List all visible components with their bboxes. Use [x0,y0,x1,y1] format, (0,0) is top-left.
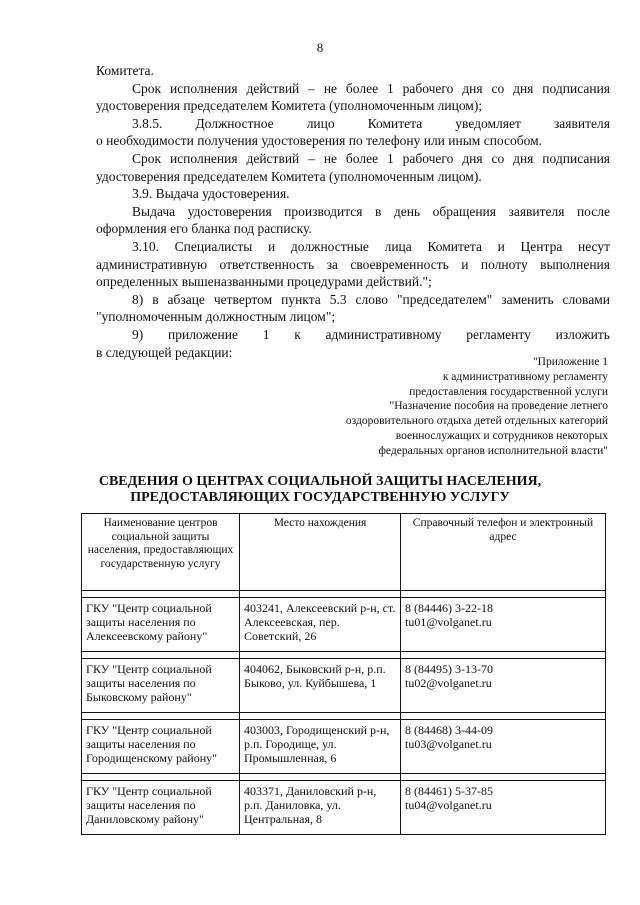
header-address: Место нахождения [240,514,401,591]
word: 3.8.5. [132,115,163,131]
header-contacts: Справочный телефон и электронный адрес [401,514,606,591]
word: 1 [262,326,270,342]
heading-line: СВЕДЕНИЯ О ЦЕНТРАХ СОЦИАЛЬНОЙ ЗАЩИТЫ НАСЕЛЕНИЯ, [98,474,542,489]
word: Должностное [195,115,274,131]
paragraph-deadline-2: Срок исполнения действий – не более 1 рабочего дня со дня подписания [132,150,610,166]
paragraph-3-10: 3.10. Специалисты и должностные лица Комитета и Центра несут [132,238,610,254]
paragraph-3-10-cont: административную ответственность за своевременность и полноту выполнения [96,256,610,272]
appendix-line: оздоровительного отдыха детей отдельных категорий [345,415,608,428]
center-phone: 8 (84446) 3-22-18 [405,601,493,615]
appendix-line: "Приложение 1 [532,356,608,368]
center-contacts [401,720,606,774]
word: 9) [132,326,144,342]
header-name: Наименование центров социальной защиты населения, предоставляющих государственную услугу [82,514,240,591]
paragraph-9-cont: в следующей редакции: [96,344,233,360]
center-email: tu03@volganet.ru [405,737,492,752]
word: заявителя [553,115,610,131]
center-name: ГКУ "Центр социальной защиты населения по Алексеевскому району" [82,598,240,652]
paragraph-deadline-1-cont: удостоверения председателем Комитета (уполномоченным лицом); [96,98,483,114]
center-email: tu04@volganet.ru [405,798,492,813]
table-header-row [82,514,606,591]
centers-table [81,513,606,835]
page-number: 8 [316,40,324,55]
table-gap [82,713,606,720]
table-row [82,720,606,774]
center-contacts [401,781,606,835]
word: Комитета [367,115,423,131]
paragraph-3-8-5 [96,115,610,133]
table-gap [82,591,606,598]
word: лицо [306,115,335,131]
center-name: ГКУ "Центр социальной защиты населения по Быковскому району" [82,659,240,713]
paragraph-3-10-end: определенных вышеназванными процедурами действий."; [96,274,432,290]
center-phone: 8 (84495) 3-13-70 [405,662,493,676]
table-row [82,781,606,835]
appendix-line: к административному регламенту [442,370,608,383]
center-contacts [401,659,606,713]
body-text [96,62,610,361]
table-gap [82,652,606,659]
appendix-block [288,355,608,459]
paragraph-3-9: 3.9. Выдача удостоверения. [132,186,290,202]
appendix-line: "Назначение пособия на проведение летнего [389,400,608,413]
center-email: tu01@volganet.ru [405,615,492,630]
paragraph-8: 8) в абзаце четвертом пункта 5.3 слово "председателем" заменить словами [132,291,610,307]
table-row [82,659,606,713]
word: административному [325,326,442,342]
paragraph-issue-cont: оформления его бланка под расписку. [96,221,312,237]
center-email: tu02@volganet.ru [405,676,492,691]
table-heading [0,474,640,506]
center-address: 403371, Даниловский р-н, р.п. Даниловка, ул. Центральная, 8 [240,781,401,835]
center-address: 403003, Городищенский р-н, р.п. Городище, ул. Промышленная, 6 [240,720,401,774]
center-name: ГКУ "Центр социальной защиты населения по Городищенскому району" [82,720,240,774]
table-gap [82,774,606,781]
paragraph-9 [96,326,610,344]
paragraph-3-8-5-cont: о необходимости получения удостоверения по телефону или иным способом. [96,133,543,149]
paragraph-issue: Выдача удостоверения производится в день обращения заявителя после [132,203,610,219]
center-phone: 8 (84468) 3-44-09 [405,723,493,737]
appendix-line: военнослужащих и сотрудников некоторых [395,429,608,442]
paragraph-deadline-2-cont: удостоверения председателем Комитета (уполномоченным лицом). [96,168,482,184]
center-address: 404062, Быковский р-н, р.п. Быково, ул. Куйбышева, 1 [240,659,401,713]
appendix-line: предоставления государственной услуги [409,385,608,398]
word: уведомляет [455,115,521,131]
center-contacts [401,598,606,652]
center-address: 403241, Алексеевский р-н, ст. Алексеевская, пер. Советский, 26 [240,598,401,652]
word: к [294,326,301,342]
center-phone: 8 (84461) 5-37-85 [405,784,493,798]
paragraph-deadline-1: Срок исполнения действий – не более 1 рабочего дня со дня подписания [132,80,610,96]
center-name: ГКУ "Центр социальной защиты населения по Даниловскому району" [82,781,240,835]
heading-line: ПРЕДОСТАВЛЯЮЩИХ ГОСУДАРСТВЕННУЮ УСЛУГУ [130,490,510,505]
appendix-line: федеральных органов исполнительной власти" [378,444,608,457]
table-row [82,598,606,652]
word: регламенту [466,326,531,342]
paragraph-8-cont: "уполномоченным должностным лицом"; [96,309,336,325]
paragraph-committee: Комитета. [96,63,154,78]
word: приложение [168,326,238,342]
word: изложить [555,326,610,342]
